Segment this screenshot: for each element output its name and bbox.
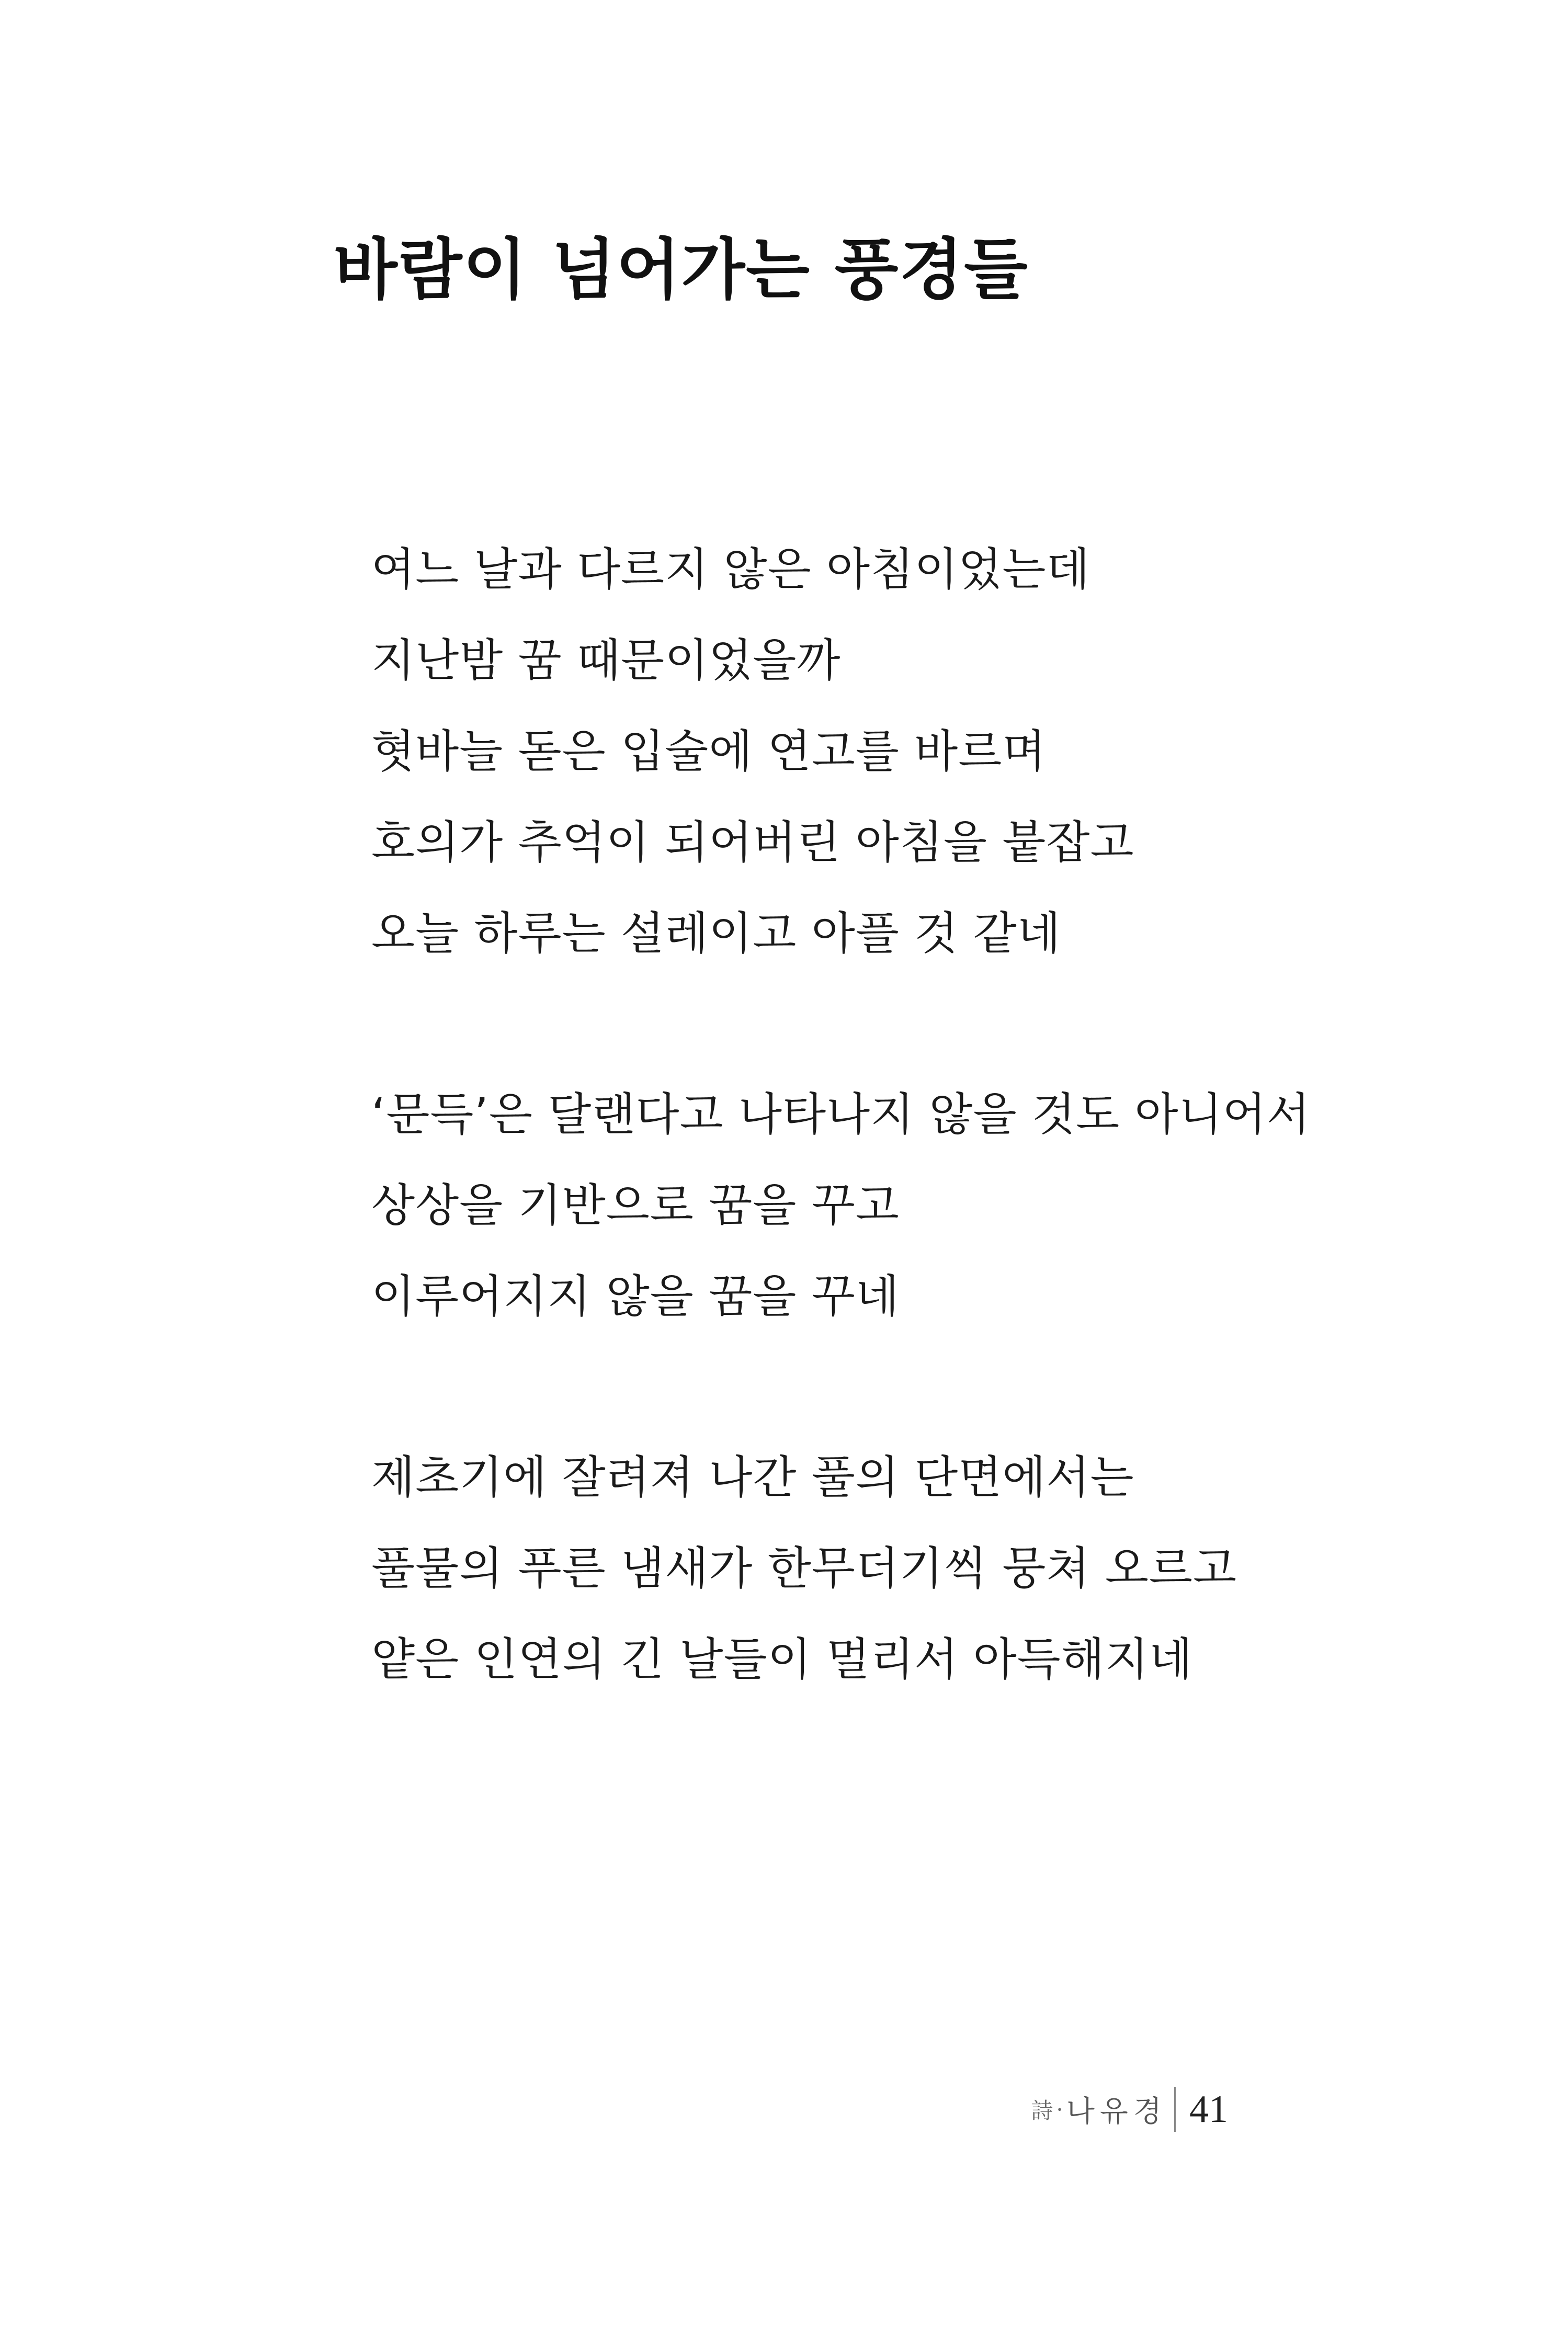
poem-line: 여느 날과 다르지 않은 아침이었는데	[371, 543, 1090, 596]
stanza-2	[371, 1069, 1365, 1342]
poem-line: 혓바늘 돋은 입술에 연고를 바르며	[371, 725, 1047, 778]
footer-separator: ·	[1056, 2096, 1063, 2122]
poem-line: ‘문득’은 달랜다고 나타나지 않을 것도 아니어서	[371, 1088, 1311, 1141]
poem-line: 지난밤 꿈 때문이었을까	[371, 634, 841, 687]
poem-line: 이루어지지 않을 꿈을 꾸네	[371, 1270, 900, 1323]
footer-author: 나유경	[1066, 2095, 1167, 2129]
poem-line: 상상을 기반으로 꿈을 꾸고	[371, 1179, 900, 1232]
poem-body	[371, 524, 1365, 1795]
poem-line: 얕은 인연의 긴 날들이 멀리서 아득해지네	[371, 1633, 1193, 1686]
poem-line: 호의가 추억이 되어버린 아침을 붙잡고	[371, 816, 1134, 869]
footer-hanja: 詩	[1031, 2098, 1053, 2123]
poem-title: 바람이 넘어가는 풍경들	[334, 231, 1029, 308]
page-number: 41	[1189, 2087, 1228, 2131]
poem-line: 오늘 하루는 설레이고 아플 것 같네	[371, 907, 1061, 960]
page-footer	[1031, 2087, 1228, 2132]
poem-line: 풀물의 푸른 냄새가 한무더기씩 뭉쳐 오르고	[371, 1542, 1237, 1595]
poem-line: 제초기에 잘려져 나간 풀의 단면에서는	[371, 1451, 1134, 1504]
stanza-1	[371, 524, 1365, 979]
stanza-3	[371, 1432, 1365, 1705]
footer-divider	[1174, 2087, 1176, 2132]
